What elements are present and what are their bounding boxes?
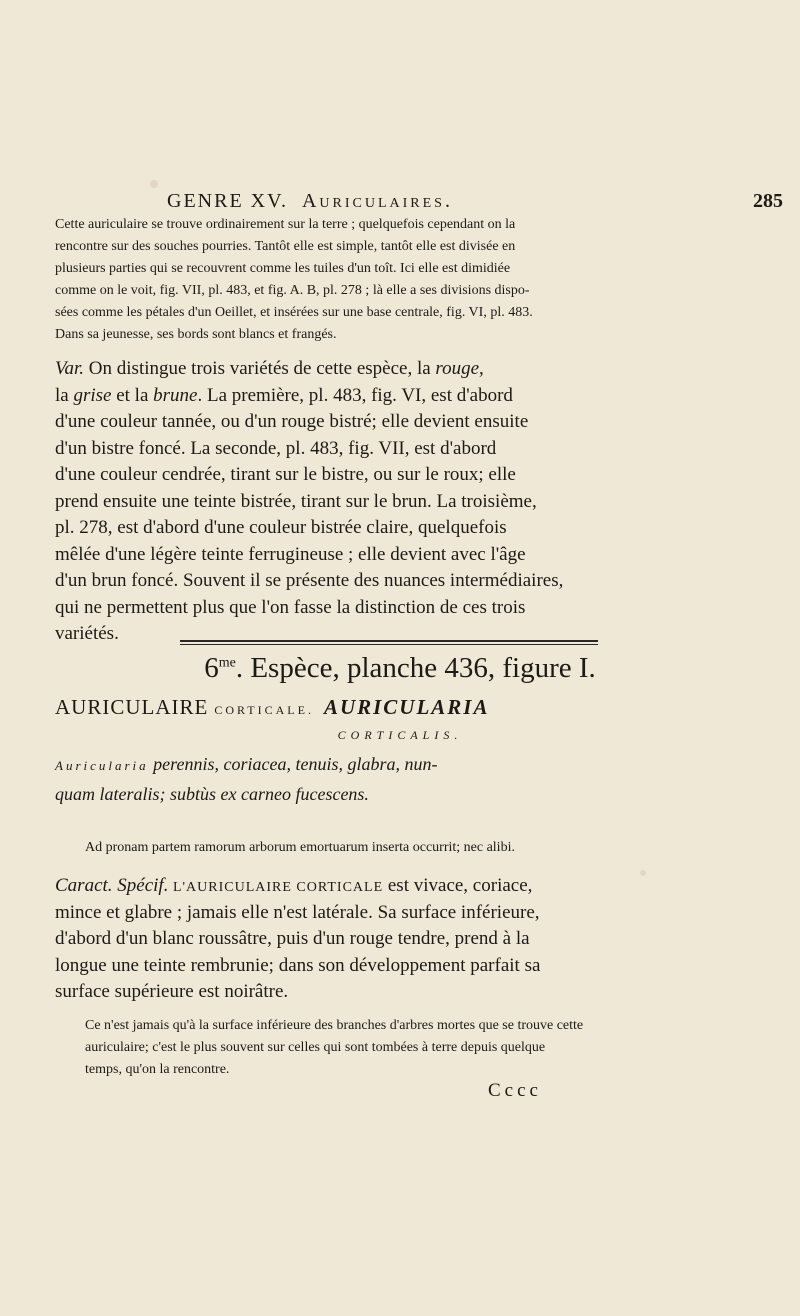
species-heading — [0, 652, 800, 685]
variety-grise: grise — [73, 384, 112, 406]
characters-line — [55, 873, 757, 902]
characters-label: Caract. Spécif. — [55, 875, 169, 896]
varieties-line: d'un bistre foncé. La seconde, pl. 483, fig. VII, est d'abord — [55, 437, 497, 459]
species-number-suffix: me — [218, 655, 236, 671]
varieties-line: prend ensuite une teinte bistrée, tirant sur le brun. La troisième, — [55, 490, 537, 512]
latin-description-text: perennis, coriacea, tenuis, glabra, nun- — [148, 754, 438, 774]
note-line: auriculaire; c'est le plus souvent sur celles qui sont tombées à terre depuis quelque — [85, 1040, 546, 1055]
intro-line: Cette auriculaire se trouve ordinairement sur la terre ; quelquefois cependant on la — [55, 217, 516, 232]
varieties-line: variétés. — [55, 623, 119, 644]
intro-line: sées comme les pétales d'un Oeillet, et insérées sur une base centrale, fig. VI, pl. 483. — [55, 305, 533, 320]
varieties-line: d'un brun foncé. Souvent il se présente des nuances intermédiaires, — [55, 570, 564, 591]
species-french-epithet: CORTICALE. — [214, 703, 314, 717]
species-latin-epithet: CORTICALIS. — [337, 728, 463, 742]
note-line: Ce n'est jamais qu'à la surface inférieure des branches d'arbres mortes que se trouve cette — [85, 1018, 584, 1033]
varieties-text: et la — [111, 384, 154, 406]
species-heading-text: . Espèce, planche 436, figure I. — [235, 652, 596, 684]
characters-line: longue une teinte rembrunie; dans son développement parfait sa — [55, 954, 541, 976]
species-french-name: AURICULAIRE — [55, 695, 209, 719]
latin-description-line: quam lateralis; subtùs ex carneo fucescens. — [55, 784, 369, 804]
header-genre: GENRE XV. — [167, 190, 288, 212]
latin-description-line — [55, 750, 757, 780]
varieties-line — [55, 356, 757, 383]
variety-brune: brune — [153, 384, 198, 406]
intro-line: comme on le voit, fig. VII, pl. 483, et fig. A. B, pl. 278 ; là elle a ses divisions dispo- — [55, 283, 530, 298]
varieties-text: On distingue trois variétés de cette espèce, la — [84, 358, 436, 379]
varieties-line — [55, 383, 757, 410]
var-label: Var. — [55, 358, 85, 379]
varieties-line: d'une couleur cendrée, tirant sur le bistre, ou sur le roux; elle — [55, 464, 516, 485]
varieties-line: d'une couleur tannée, ou d'un rouge bistré; elle devient ensuite — [55, 411, 529, 432]
habitat-note: Ad pronam partem ramorum arborum emortuarum inserta occurrit; nec alibi. — [85, 840, 515, 855]
species-latin-name: AURICULARIA — [323, 695, 490, 719]
intro-line: plusieurs parties qui se recouvrent comme les tuiles d'un toît. Ici elle est dimidiée — [55, 261, 511, 276]
varieties-line: pl. 278, est d'abord d'une couleur bistrée claire, quelquefois — [55, 517, 507, 538]
variety-rouge: rouge — [435, 358, 480, 379]
characters-species-name: L'AURICULAIRE CORTICALE — [168, 880, 384, 895]
varieties-text: la — [55, 384, 74, 406]
characters-line: mince et glabre ; jamais elle n'est latérale. Sa surface inférieure, — [55, 901, 540, 923]
printer-signature: Cccc — [488, 1080, 542, 1101]
characters-line: d'abord d'un blanc roussâtre, puis d'un rouge tendre, prend à la — [55, 928, 530, 949]
running-header — [167, 190, 783, 213]
header-title: Auriculaires. — [301, 190, 453, 212]
intro-line: Dans sa jeunesse, ses bords sont blancs et frangés. — [55, 327, 337, 342]
varieties-line: mêlée d'une légère teinte ferrugineuse ; elle devient avec l'âge — [55, 543, 526, 565]
section-divider — [180, 640, 598, 645]
varieties-text: . La première, pl. 483, fig. VI, est d'abord — [197, 384, 513, 406]
page-number: 285 — [753, 190, 783, 212]
varieties-line: qui ne permettent plus que l'on fasse la distinction de ces trois — [55, 596, 526, 618]
note-line: temps, qu'on la rencontre. — [85, 1062, 230, 1077]
latin-description — [55, 750, 757, 808]
species-number: 6 — [204, 652, 219, 684]
intro-line: rencontre sur des souches pourries. Tantôt elle est simple, tantôt elle est divisée en — [55, 239, 516, 254]
characters-line: surface supérieure est noirâtre. — [55, 981, 289, 1002]
characters-text: est vivace, coriace, — [383, 875, 533, 896]
varieties-text: , — [479, 358, 484, 379]
latin-description-lead: Auricularia — [55, 758, 149, 773]
species-name-line — [55, 695, 757, 720]
